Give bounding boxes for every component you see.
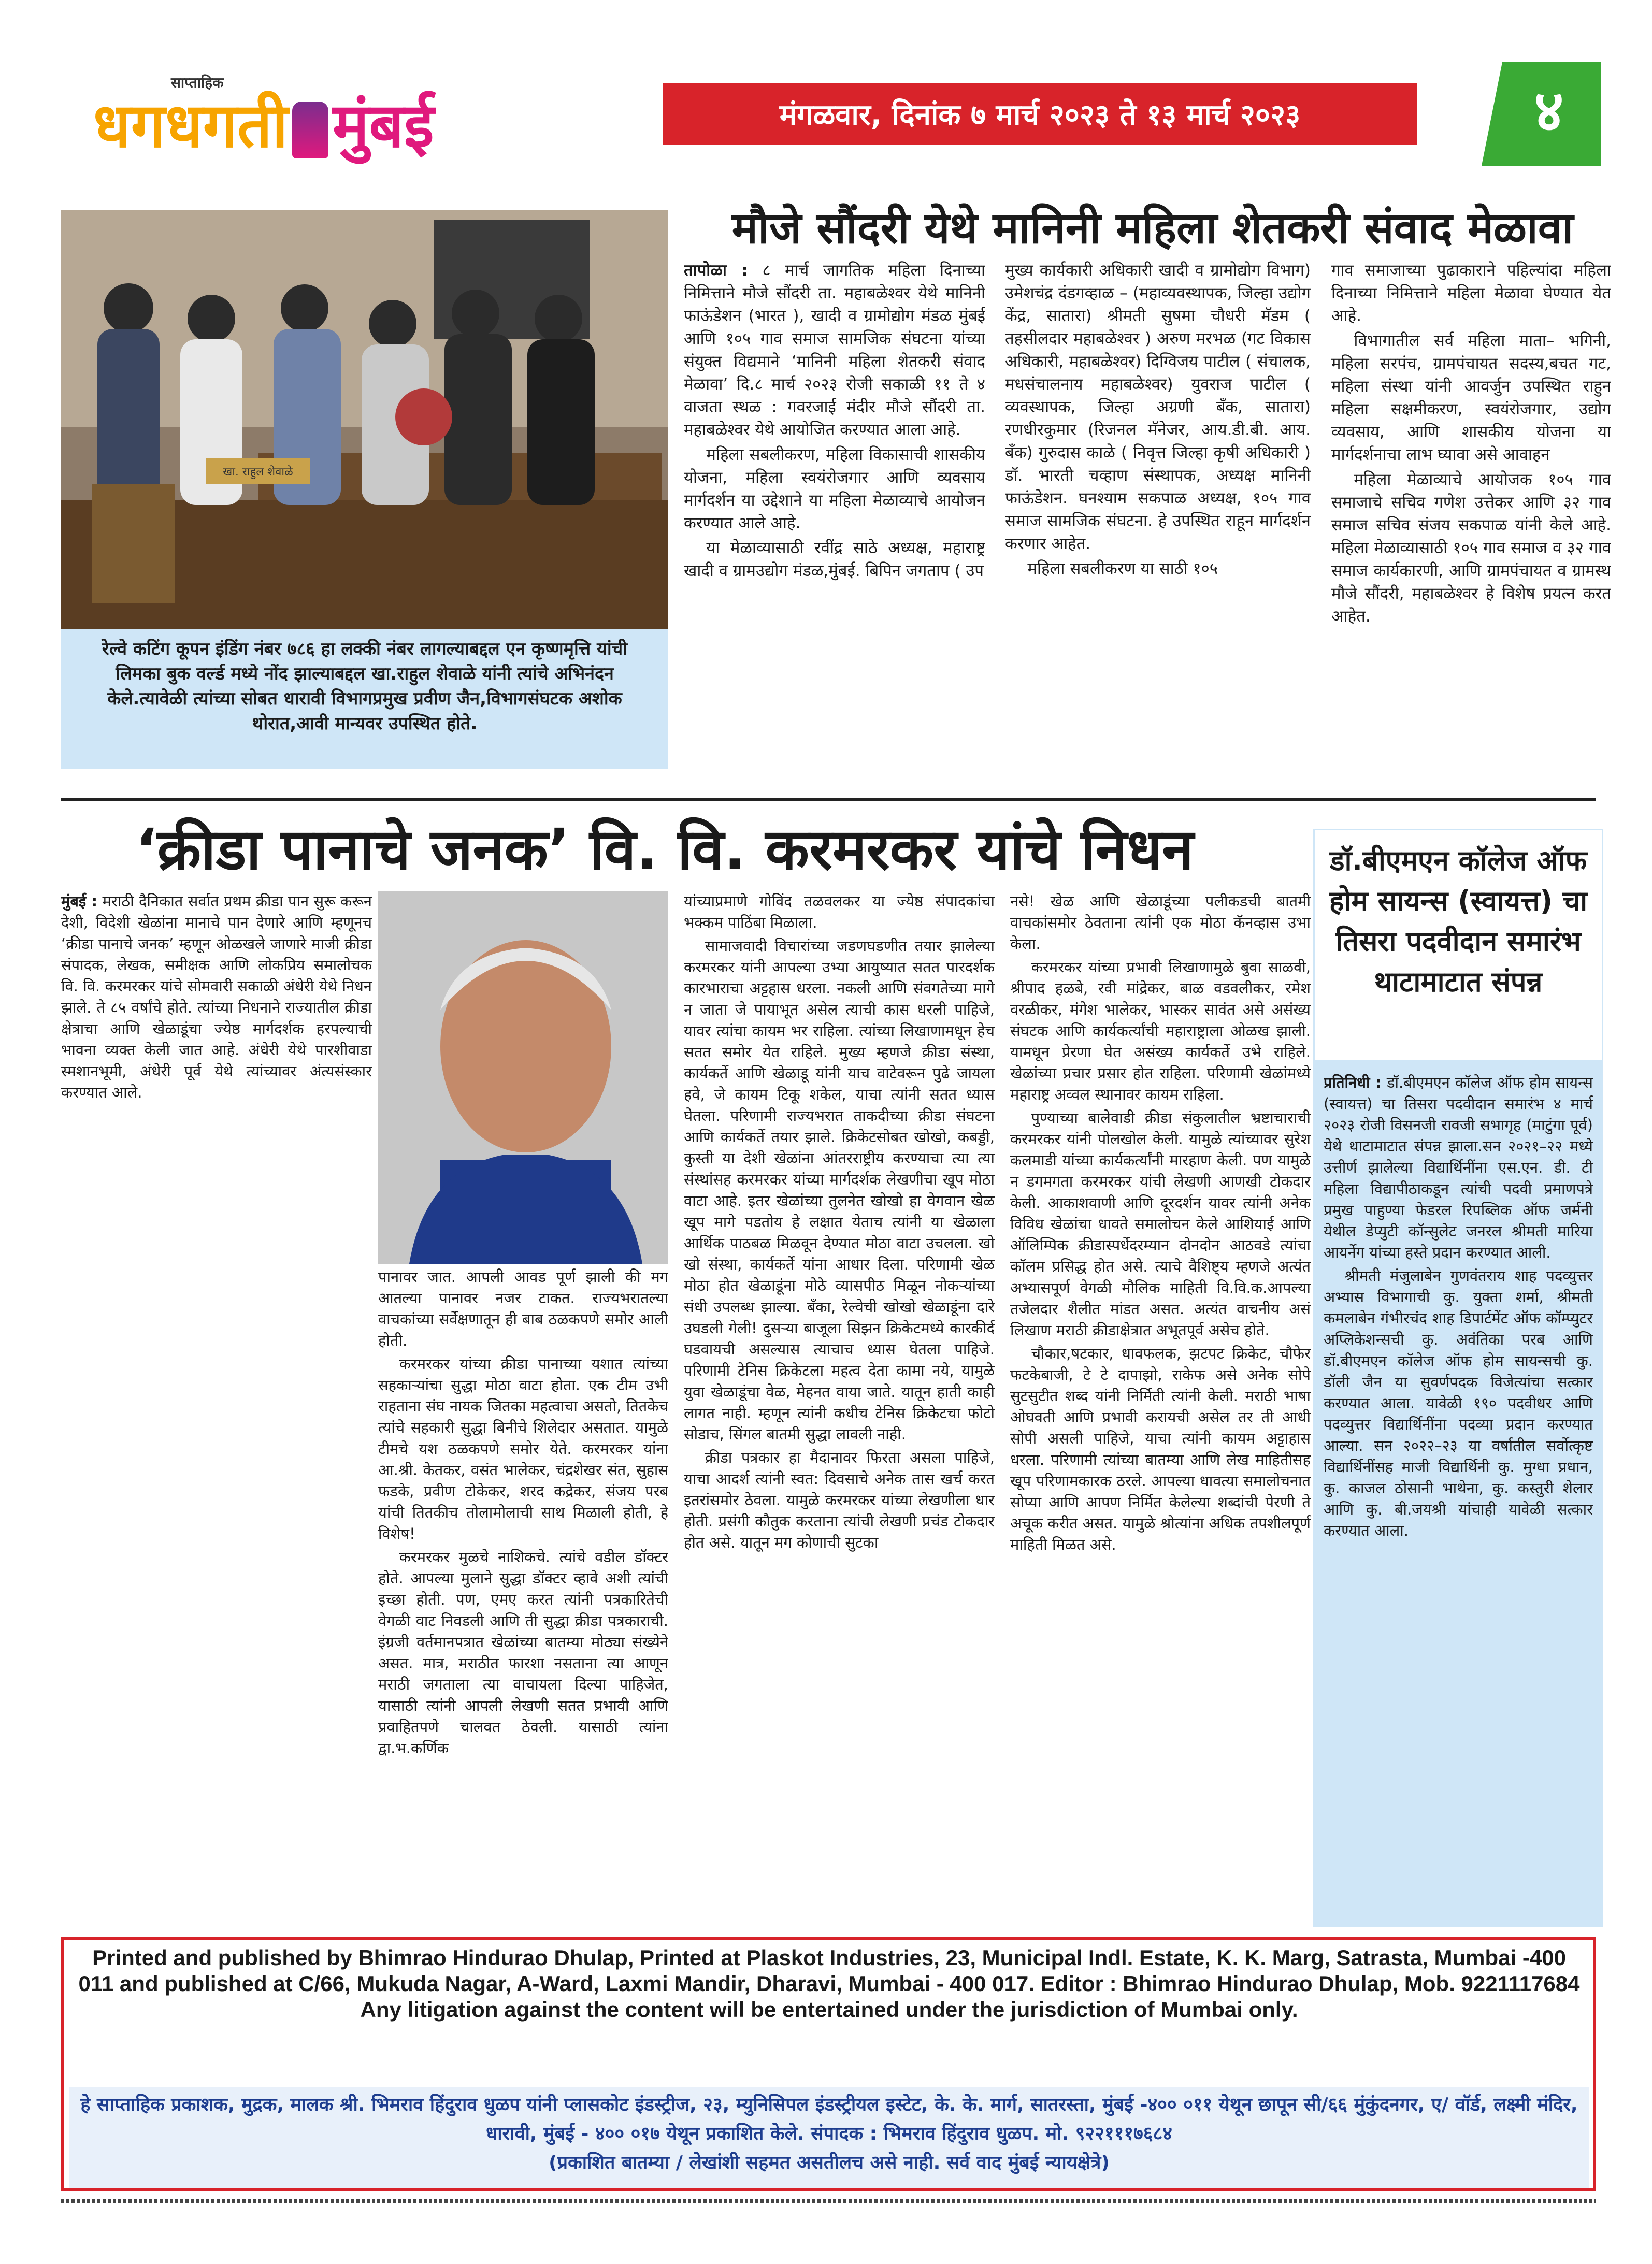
section-divider [61,798,1596,801]
story2-para: सामाजवादी विचारांच्या जडणघडणीत तयार झालेल्या करमरकर यांनी आपल्या उभ्या आयुष्यात सतत पारदर्शक कारभाराचा अट्टहास धरला. नकली आणि संवगतेच्या मागे न जाता जे पायाभूत असेल त्याची कास धरली पाहिजे, यावर त्यांचा कायम भर राहिला. त्यांच्या लिखाणामधून हेच सतत समोर येत राहिले. मुख्य म्हणजे क्रीडा संस्था, कार्यकर्ते आणि खेळाडू यांनी याच वाटेवरून पुढे जायला हवे, जे कायम टिकू शकेल, याचा त्यांनी सतत ध्यास घेतला. परिणामी राज्यभरात ताकदीच्या क्रीडा संघटना आणि कार्यकर्ते तयार झाले. क्रिकेटसोबत खोखो, कबड्डी, कुस्ती या देशी खेळांना आंतरराष्ट्रीय करण्याचा त्या त्या संस्थांसह करमरकर यांच्या मार्गदर्शक लेखणीचा खूप मोठा वाटा आहे. इतर खेळांच्या तुलनेत खोखो हा वेगवान खेळ खूप मागे पडतोय हे लक्षात येताच त्यांनी या खेळाला आर्थिक पाठबळ मिळवून देण्यात मोठा वाटा उचलला. खो खो संस्था, कार्यकर्ते यांना आधार दिला. परिणामी खेळ मोठा होत खेळाडूंना मोठे व्यासपीठ मिळून नोकऱ्यांच्या संधी उपलब्ध झाल्या. बँका, रेल्वेची खोखो खेळाडूंना दारे उघडली गेली! दुसऱ्या बाजूला सिझन क्रिकेटमध्ये कारकीर्द घडवायची असल्यास त्याचाच ध्यास घेतला पाहिजे. परिणामी टेनिस क्रिकेटला महत्व देता कामा नये, यामुळे युवा खेळाडूंचा वेळ, मेहनत वाया जाते. यातून हाती काही लागत नाही. म्हणून त्यांनी कधीच टेनिस क्रिकेटचा फोटो सोडाच, सिंगल बातमी सुद्धा लावली नाही. [684,937,995,1443]
dateline: तापोळा : [684,261,748,280]
story2-column-3 [684,891,995,1916]
story2-para: करमरकर मुळचे नाशिकचे. त्यांचे वडील डॉक्टर होते. आपल्या मुलाने सुद्धा डॉक्टर व्हावे अशी त्यांची इच्छा होती. पण, एमए करत त्यांनी पत्रकारितेची वेगळी वाट निवडली आणि ती सुद्धा क्रीडा पत्रकाराची. इंग्रजी वर्तमानपत्रात खेळांच्या बातम्या मोठ्या संख्येने असत. मात्र, मराठीत फारशा नसताना त्या आणून मराठी जगताला त्या वाचायला दिल्या पाहिजेत, यासाठी त्यांनी आपली लेखणी सतत प्रभावी आणि प्रवाहितपणे चालवत ठेवली. यासाठी त्यांना द्वा.भ.कर्णिक [378,1548,668,1757]
story2-para: करमरकर यांच्या क्रीडा पानाच्या यशात त्यांच्या सहकाऱ्यांचा सुद्धा मोठा वाटा होता. एक टीम उभी राहताना संघ नायक जितका महत्वाचा असतो, तितकेच त्यांचे सहकारी सुद्धा बिनीचे शिलेदार असतात. यामुळे टीमचे यश ठळकपणे समोर येते. करमरकर यांना आ.श्री. केतकर, वसंत भालेकर, चंद्रशेखर संत, सुहास फडके, प्रवीण टोकेकर, शरद कद्रेकर, संजय परब यांची तितकीच तोलामोलाची साथ मिळाली होती, हे विशेष! [378,1355,668,1542]
photo-caption: रेल्वे कटिंग कूपन इंडिंग नंबर ७८६ हा लक्की नंबर लागल्याबद्दल एन कृष्णमृत्ति यांची लिमका बुक वर्ल्ड मध्ये नोंद झाल्याबद्दल खा.राहुल शेवाळे यांनी त्यांचे अभिनंदन केले.त्यावेळी त्यांच्या सोबत धारावी विभागप्रमुख प्रवीण जैन,विभागसंघटक अशोक थोरात,आवी मान्यवर उपस्थित होते. [61,629,668,769]
story1-para: महिला मेळाव्याचे आयोजक १०५ गाव समाजाचे सचिव गणेश उत्तेकर आणि ३२ गाव समाज सचिव संजय सकपाळ यांनी केले आहे. महिला मेळाव्यासाठी १०५ गाव समाज व ३२ गाव समाज कार्यकारणी, आणि ग्रामपंचायत व ग्रामस्थ मौजे सौंदरी, महाबळेश्वर हे विशेष प्रयत्न करत आहेत. [1331,470,1611,626]
story1-column-3 [1331,259,1611,777]
story1-para: गाव समाजाच्या पुढाकाराने पहिल्यांदा महिला दिनाच्या निमित्ताने महिला मेळावा घेण्यात येत आहे. [1331,261,1611,325]
story2-para: करमरकर यांच्या प्रभावी लिखाणामुळे बुवा साळवी, श्रीपाद हळबे, रवी मांद्रेकर, बाळ वडवलीकर, रमेश वरळीकर, मंगेश भालेकर, भास्कर सावंत असे असंख्य संघटक आणि कार्यकर्त्यांची महाराष्ट्राला ओळख झाली. यामधून प्रेरणा घेत असंख्य कार्यकर्ते उभे राहिले. खेळांच्या प्रचार प्रसार होत राहिला. परिणामी खेळांमध्ये महाराष्ट्र अव्वल स्थानावर कायम राहिला. [1010,958,1311,1103]
masthead-logo [93,62,601,166]
nameplate-text: खा. राहुल शेवाळे [223,466,293,479]
story2-para: पुण्याच्या बालेवाडी क्रीडा संकुलातील भ्रष्टाचाराची करमरकर यांनी पोलखोल केली. यामुळे त्यांच्यावर सुरेश कलमाडी यांच्या कार्यकर्त्यांनी मारहाण केली. पण यामुळे न डगमगता करमरकर यांची लेखणी आणखी टोकदार केली. आकाशवाणी आणि दूरदर्शन यावर त्यांनी अनेक विविध खेळांचा धावते समालोचन केले आशियाई आणि ऑलिम्पिक क्रीडास्पर्धेदरम्यान दोनदोन आठवडे त्यांचा कॉलम प्रसिद्ध होत असे. त्याचे वैशिष्ट्य म्हणजे अत्यंत अभ्यासपूर्ण वेगळी मौलिक माहिती वि.वि.क.आपल्या तजेलदार शैलीत मांडत असत. अत्यंत वाचनीय असं लिखाण मराठी क्रीडाक्षेत्रात अभूतपूर्व असेच होते. [1010,1109,1311,1339]
story2-para: क्रीडा पत्रकार हा मैदानावर फिरता असला पाहिजे, याचा आदर्श त्यांनी स्वत: दिवसाचे अनेक तास खर्च करत इतरांसमोर ठेवला. यामुळे करमरकर यांच्या लेखणीला धार होती. प्रसंगी कौतुक करताना त्यांची लेखणी प्रचंड टोकदार होत असे. यातून मग कोणाची सुटका [684,1449,995,1551]
story1-column-2 [1005,259,1311,777]
imprint-english-text: Printed and published by Bhimrao Hindurao Dhulap, Printed at Plaskot Industries, 23, Municipal Indl. Estate, K. K. Marg, Satrasta, Mumbai -400 011 and published at C/66, Mukuda Nagar, A-Ward, Laxmi Mandir, Dharavi, Mumbai - 400 017. Editor : Bhimrao Hindurao Dhulap, Mob. 9221117684 [78,1945,1580,1996]
sidebar-para: श्रीमती मंजुलाबेन गुणवंतराय शाह पदव्युत्तर अभ्यास विभागाची कु. युक्ता शर्मा, श्रीमती कमलाबेन गंभीरचंद शाह डिपार्टमेंट ऑफ कॉम्प्युटर अप्लिकेशन्सची कु. अवंतिका परब आणि डॉ.बीएमएन कॉलेज ऑफ होम सायन्सची कु. डॉली जैन या सुवर्णपदक विजेत्यांचा सत्कार करण्यात आला. यावेळी १९० पदवीधर आणि पदव्युत्तर विद्यार्थिनींना पदव्या प्रदान करण्यात आल्या. सन २०२२–२३ या वर्षातील सर्वोत्कृष्ट विद्यार्थिनींसह माजी विद्यार्थिनी कु. मुग्धा प्रधान, कु. काजल ठोसानी भाथेना, कु. कस्तुरी शेलार आणि कु. बी.जयश्री यांचाही यावेळी सत्कार करण्यात आला. [1324,1267,1593,1539]
sidebar-story [1313,829,1603,1927]
event-photo [61,210,668,629]
weekly-label: साप्ताहिक [171,74,224,91]
sidebar-headline: डॉ.बीएमएन कॉलेज ऑफ होम सायन्स (स्वायत्त) चा तिसरा पदवीदान समारंभ थाटामाटात संपन्न [1313,829,1603,1062]
story2-para: चौकार,षटकार, धावफलक, झटपट क्रिकेट, चौफेर फटकेबाजी, टे टे दापाझो, राकेफ असे अनेक सोपे सुटसुटीत शब्द यांनी निर्मिती त्यांनी केली. मराठी भाषा ओघवती आणि प्रभावी करायची असेल तर ती आधी सोपी असली पाहिजे, याचा त्यांनी कायम अट्टाहास धरला. परिणामी त्यांच्या बातम्या आणि लेख माहितीसह खूप परिणामकारक ठरले. आपल्या धावत्या समालोचनात सोप्या आणि आपण निर्मित केलेल्या शब्दांची पेरणी ते अचूक करीत असत. यामुळे श्रोत्यांना अधिक तपशीलपूर्ण माहिती मिळत असे. [1010,1345,1311,1553]
story2-para: नसे! खेळ आणि खेळाडूंच्या पलीकडची बातमी वाचकांसमोर ठेवताना त्यांनी एक मोठा कॅनव्हास उभा केला. [1010,892,1311,953]
story2-para: पानावर जात. आपली आवड पूर्ण झाली की मग आतल्या पानावर नजर टाकत. राज्यभरातल्या वाचकांच्या सर्वेक्षणातून ही बाब ठळकपणे समोर आली होती. [378,1268,668,1349]
story1-headline: मौजे सौंदरी येथे मानिनी महिला शेतकरी संवाद मेळावा [731,203,1574,253]
name-part1: धगधगती [93,90,288,161]
issue-date: मंगळवार, दिनांक ७ मार्च २०२३ ते १३ मार्च २०२३ [663,83,1417,145]
page-number-arrow-icon [1482,62,1601,166]
story2-headline: ‘क्रीडा पानाचे जनक’ वि. वि. करमरकर यांचे निधन [135,816,1194,883]
page-number: ४ [1534,78,1564,144]
group-photo-illustration [61,210,668,629]
story1-para: महिला सबलीकरण या साठी १०५ [1027,559,1218,578]
imprint-marathi [69,2087,1589,2188]
story1-para: या मेळाव्यासाठी रवींद्र साठे अध्यक्ष, महाराष्ट्र खादी व ग्रामउद्योग मंडळ,मुंबई. बिपिन जगताप ( उप [684,539,985,580]
raised-fist-icon [292,102,328,158]
page-bottom-rule [61,2199,1596,2203]
story2-para: यांच्याप्रमाणे गोविंद तळवलकर या ज्येष्ठ संपादकांचा भक्कम पाठिंबा मिळाला. [684,892,995,931]
story2-column-2 [378,1266,668,1916]
story1-text: ८ मार्च जागतिक महिला दिनाच्या निमित्ताने मौजे सौंदरी ता. महाबळेश्वर येथे मानिनी फाऊंडेशन (भारत ), खादी व ग्रामोद्योग मंडळ मुंबई आणि १०५ गाव समाज सामजिक संघटना यांच्या संयुक्त विद्यमाने ‘मानिनी महिला शेतकरी संवाद मेळावा’ दि.८ मार्च २०२३ रोजी सकाळी ११ ते ४ वाजता स्थळ : गवरजाई मंदीर मौजे सौंदरी ता. महाबळेश्वर येथे आयोजित करण्यात आला आहे. [684,261,985,439]
sidebar-para [1324,1072,1593,1263]
story2-column-4 [1010,891,1311,1916]
portrait-photo [378,891,668,1264]
name-part2: मुंबई [332,90,434,161]
page-number-badge [1482,62,1601,166]
story1-para [684,259,985,441]
portrait-illustration [378,891,668,1264]
story2-text: मराठी दैनिकात सर्वात प्रथम क्रीडा पान सुरू करून देशी, विदेशी खेळांना मानाचे पान देणारे आणि म्हणूनच ‘क्रीडा पानाचे जनक’ म्हणून ओळखले जाणारे माजी क्रीडा संपादक, लेखक, समीक्षक आणि लोकप्रिय समालोचक वि. वि. करमरकर यांचे सोमवारी सकाळी अंधेरी येथे निधन झाले. ते ८५ वर्षांचे होते. त्यांच्या निधनाने राज्यातील क्रीडा क्षेत्राचा आणि खेळाडूंचा ज्येष्ठ मार्गदर्शक हरपल्याची भावना व्यक्त केली जात आहे. अंधेरी येथे पारशीवाडा स्मशानभूमी, अंधेरी पूर्व येथे त्यांच्यावर अंत्यसंस्कार करण्यात आले. [61,892,372,1101]
imprint-english [74,1945,1584,2023]
story1-para: मुख्य कार्यकारी अधिकारी खादी व ग्रामोद्योग विभाग) उमेशचंद्र दंडगव्हाळ – (महाव्यवस्थापक, जिल्हा उद्योग केंद्र, सातारा) श्रीमती सुषमा चौधरी मॅडम ( तहसीलदार महाबळेश्वर ) अरुण मरभळ (गट विकास अधिकारी, महाबळेश्वर) दिग्विजय पाटील ( संचालक, मधसंचालनाय महाबळेश्वर) युवराज पाटील ( व्यवस्थापक, जिल्हा अग्रणी बँक, सातारा) रणधीरकुमार (रिजनल मॅनेजर, आय.डी.बी. आय. बँक) गुरुदास काळे ( निवृत्त जिल्हा कृषी अधिकारी ) डॉ. भारती चव्हाण संस्थापक, अध्यक्ष मानिनी फाऊंडेशन. घनश्याम सकपाळ अध्यक्ष, १०५ गाव समाज सामजिक संघटना. हे उपस्थित राहून मार्गदर्शन करणार आहेत. [1005,261,1311,553]
dateline: मुंबई : [61,892,98,910]
imprint-box [61,1937,1596,2191]
story1-para: महिला सबलीकरण, महिला विकासाची शासकीय योजना, महिला स्वयंरोजगार आणि व्यवसाय मार्गदर्शन या उद्देशाने या महिला मेळाव्याचे आयोजन करण्यात आले आहे. [684,445,985,532]
story2-column-1 [61,891,372,1916]
dateline: प्रतिनिधी : [1324,1074,1382,1091]
imprint-marathi-text: हे साप्ताहिक प्रकाशक, मुद्रक, मालक श्री. भिमराव हिंदुराव धुळप यांनी प्लासकोट इंडस्ट्रीज, २३, म्युनिसिपल इंडस्ट्रीयल इस्टेट, के. के. मार्ग, सातरस्ता, मुंबई -४०० ०११ येथून छापून सी/६६ मुंकुंदनगर, ए/ वॉर्ड, लक्ष्मी मंदिर, धारावी, मुंबई - ४०० ०१७ येथून प्रकाशित केले. संपादक : भिमराव हिंदुराव धुळप. मो. ९२२१११७६८४ [80,2094,1578,2144]
imprint-marathi-note: (प्रकाशित बातम्या / लेखांशी सहमत असतीलच असे नाही. सर्व वाद मुंबई न्यायक्षेत्रे) [549,2152,1110,2173]
sidebar-body [1324,1072,1593,1911]
newspaper-name [93,89,434,162]
story2-para [61,891,372,1103]
imprint-english-litigation: Any litigation against the content will be entertained under the jurisdiction of Mumbai only. [360,1997,1298,2022]
story1-column-1 [684,259,985,777]
story1-para: विभागातील सर्व महिला माता– भगिनी, महिला सरपंच, ग्रामपंचायत सदस्य,बचत गट, महिला संस्था यांनी आवर्जुन उपस्थित राहुन महिला सक्षमीकरण, स्वयंरोजगार, उद्योग व्यवसाय, आणि शासकीय योजना या मार्गदर्शनाचा लाभ घ्यावा असे आवाहन [1331,331,1611,464]
sidebar-text: डॉ.बीएमएन कॉलेज ऑफ होम सायन्स (स्वायत्त) चा तिसरा पदवीदान समारंभ ४ मार्च २०२३ रोजी विसनजी रावजी सभागृह (माटुंगा पूर्व) येथे थाटामाटात संपन्न झाला.सन २०२१–२२ मध्ये उत्तीर्ण झालेल्या विद्यार्थिनींना एस.एन. डी. टी महिला विद्यापीठाकडून त्यांची पदवी प्रमाणपत्रे प्रमुख पाहुण्या फेडरल रिपब्लिक ऑफ जर्मनी येथील डेप्युटी कॉन्सुलेट जनरल श्रीमती मारिया आयर्नेग यांच्या हस्ते प्रदान करण्यात आली. [1324,1074,1593,1261]
